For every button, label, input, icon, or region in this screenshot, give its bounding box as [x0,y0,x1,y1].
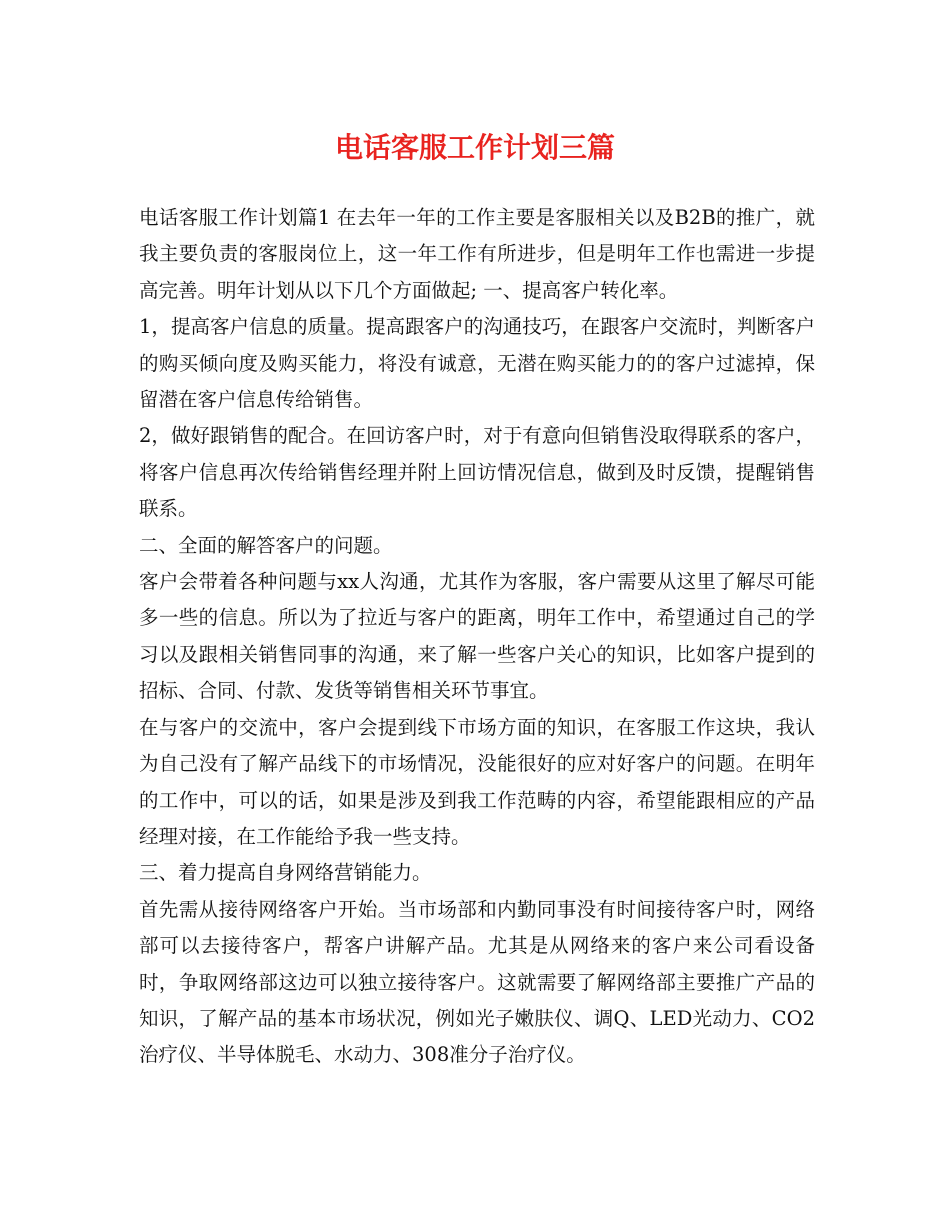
document-title: 电话客服工作计划三篇 [334,131,615,164]
paragraph-section-3: 首先需从接待网络客户开始。当市场部和内勤同事没有时间接待客户时，网络部可以去接待客户，帮客户讲解产品。尤其是从网络来的客户来公司看设备时，争取网络部这边可以独立接待客户。这就需要了解网络部主要推广产品的知识，了解产品的基本市场状况，例如光子嫩肤仪、调Q、LED光动力、CO2治疗仪、半导体脱毛、水动力、308准分子治疗仪。 [139,897,815,1067]
section-heading-2: 二、全面的解答客户的问题。 [139,533,393,557]
section-heading-3: 三、着力提高自身网络营销能力。 [139,861,432,885]
paragraph-point-2: 2，做好跟销售的配合。在回访客户时，对于有意向但销售没取得联系的客户，将客户信息再次传给销售经理并附上回访情况信息，做到及时反馈，提醒销售联系。 [139,424,815,521]
paragraph-section-2b: 在与客户的交流中，客户会提到线下市场方面的知识，在客服工作这块，我认为自己没有了解产品线下的市场情况，没能很好的应对好客户的问题。在明年的工作中，可以的话，如果是涉及到我工作范畴的内容，希望能跟相应的产品经理对接，在工作能给予我一些支持。 [139,715,815,848]
document-body [139,200,815,1074]
paragraph-section-2a: 客户会带着各种问题与xx人沟通，尤其作为客服，客户需要从这里了解尽可能多一些的信息。所以为了拉近与客户的距离，明年工作中，希望通过自己的学习以及跟相关销售同事的沟通，来了解一些客户关心的知识，比如客户提到的招标、合同、付款、发货等销售相关环节事宜。 [139,570,815,703]
paragraph-intro: 电话客服工作计划篇1 在去年一年的工作主要是客服相关以及B2B的推广，就我主要负责的客服岗位上，这一年工作有所进步，但是明年工作也需进一步提高完善。明年计划从以下几个方面做起; 一、提高客户转化率。 [139,206,815,302]
paragraph-point-1: 1，提高客户信息的质量。提高跟客户的沟通技巧，在跟客户交流时，判断客户的购买倾向度及购买能力，将没有诚意，无潜在购买能力的的客户过滤掉，保留潜在客户信息传给销售。 [139,315,815,412]
